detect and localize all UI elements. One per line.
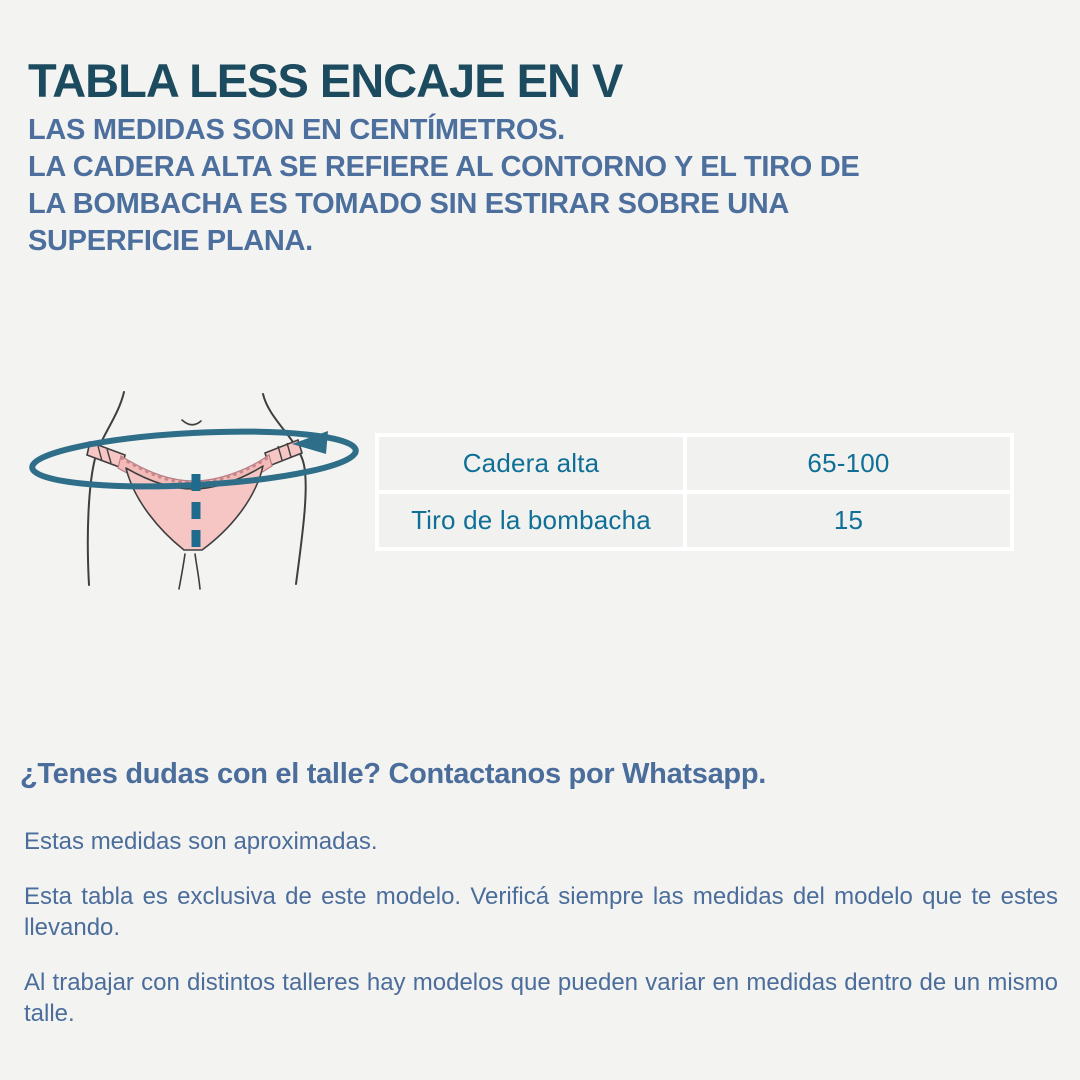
- disclaimer-paragraph: Esta tabla es exclusiva de este modelo. Verificá siempre las medidas del modelo que te estes llevando.: [24, 883, 1058, 941]
- size-table: [375, 433, 1014, 551]
- size-table-label: Cadera alta: [379, 437, 683, 490]
- disclaimer-text: [24, 826, 1058, 1053]
- whatsapp-contact-question: ¿Tenes dudas con el talle? Contactanos por Whatsapp.: [20, 758, 767, 790]
- instructions-line: LA BOMBACHA ES TOMADO SIN ESTIRAR SOBRE UNA: [28, 188, 789, 220]
- disclaimer-paragraph: Al trabajar con distintos talleres hay modelos que pueden variar en medidas dentro de un mismo talle.: [24, 969, 1058, 1027]
- panty-measurement-diagram: [22, 378, 394, 606]
- page-title: TABLA LESS ENCAJE EN V: [28, 54, 623, 108]
- measurement-instructions: [28, 112, 859, 260]
- size-table-label: Tiro de la bombacha: [379, 494, 683, 547]
- disclaimer-paragraph: Estas medidas son aproximadas.: [24, 828, 378, 855]
- instructions-line: LA CADERA ALTA SE REFIERE AL CONTORNO Y EL TIRO DE: [28, 151, 860, 183]
- instructions-line: LAS MEDIDAS SON EN CENTÍMETROS.: [28, 114, 565, 146]
- size-table-value: 15: [687, 494, 1010, 547]
- instructions-line: SUPERFICIE PLANA.: [28, 225, 313, 257]
- size-table-value: 65-100: [687, 437, 1010, 490]
